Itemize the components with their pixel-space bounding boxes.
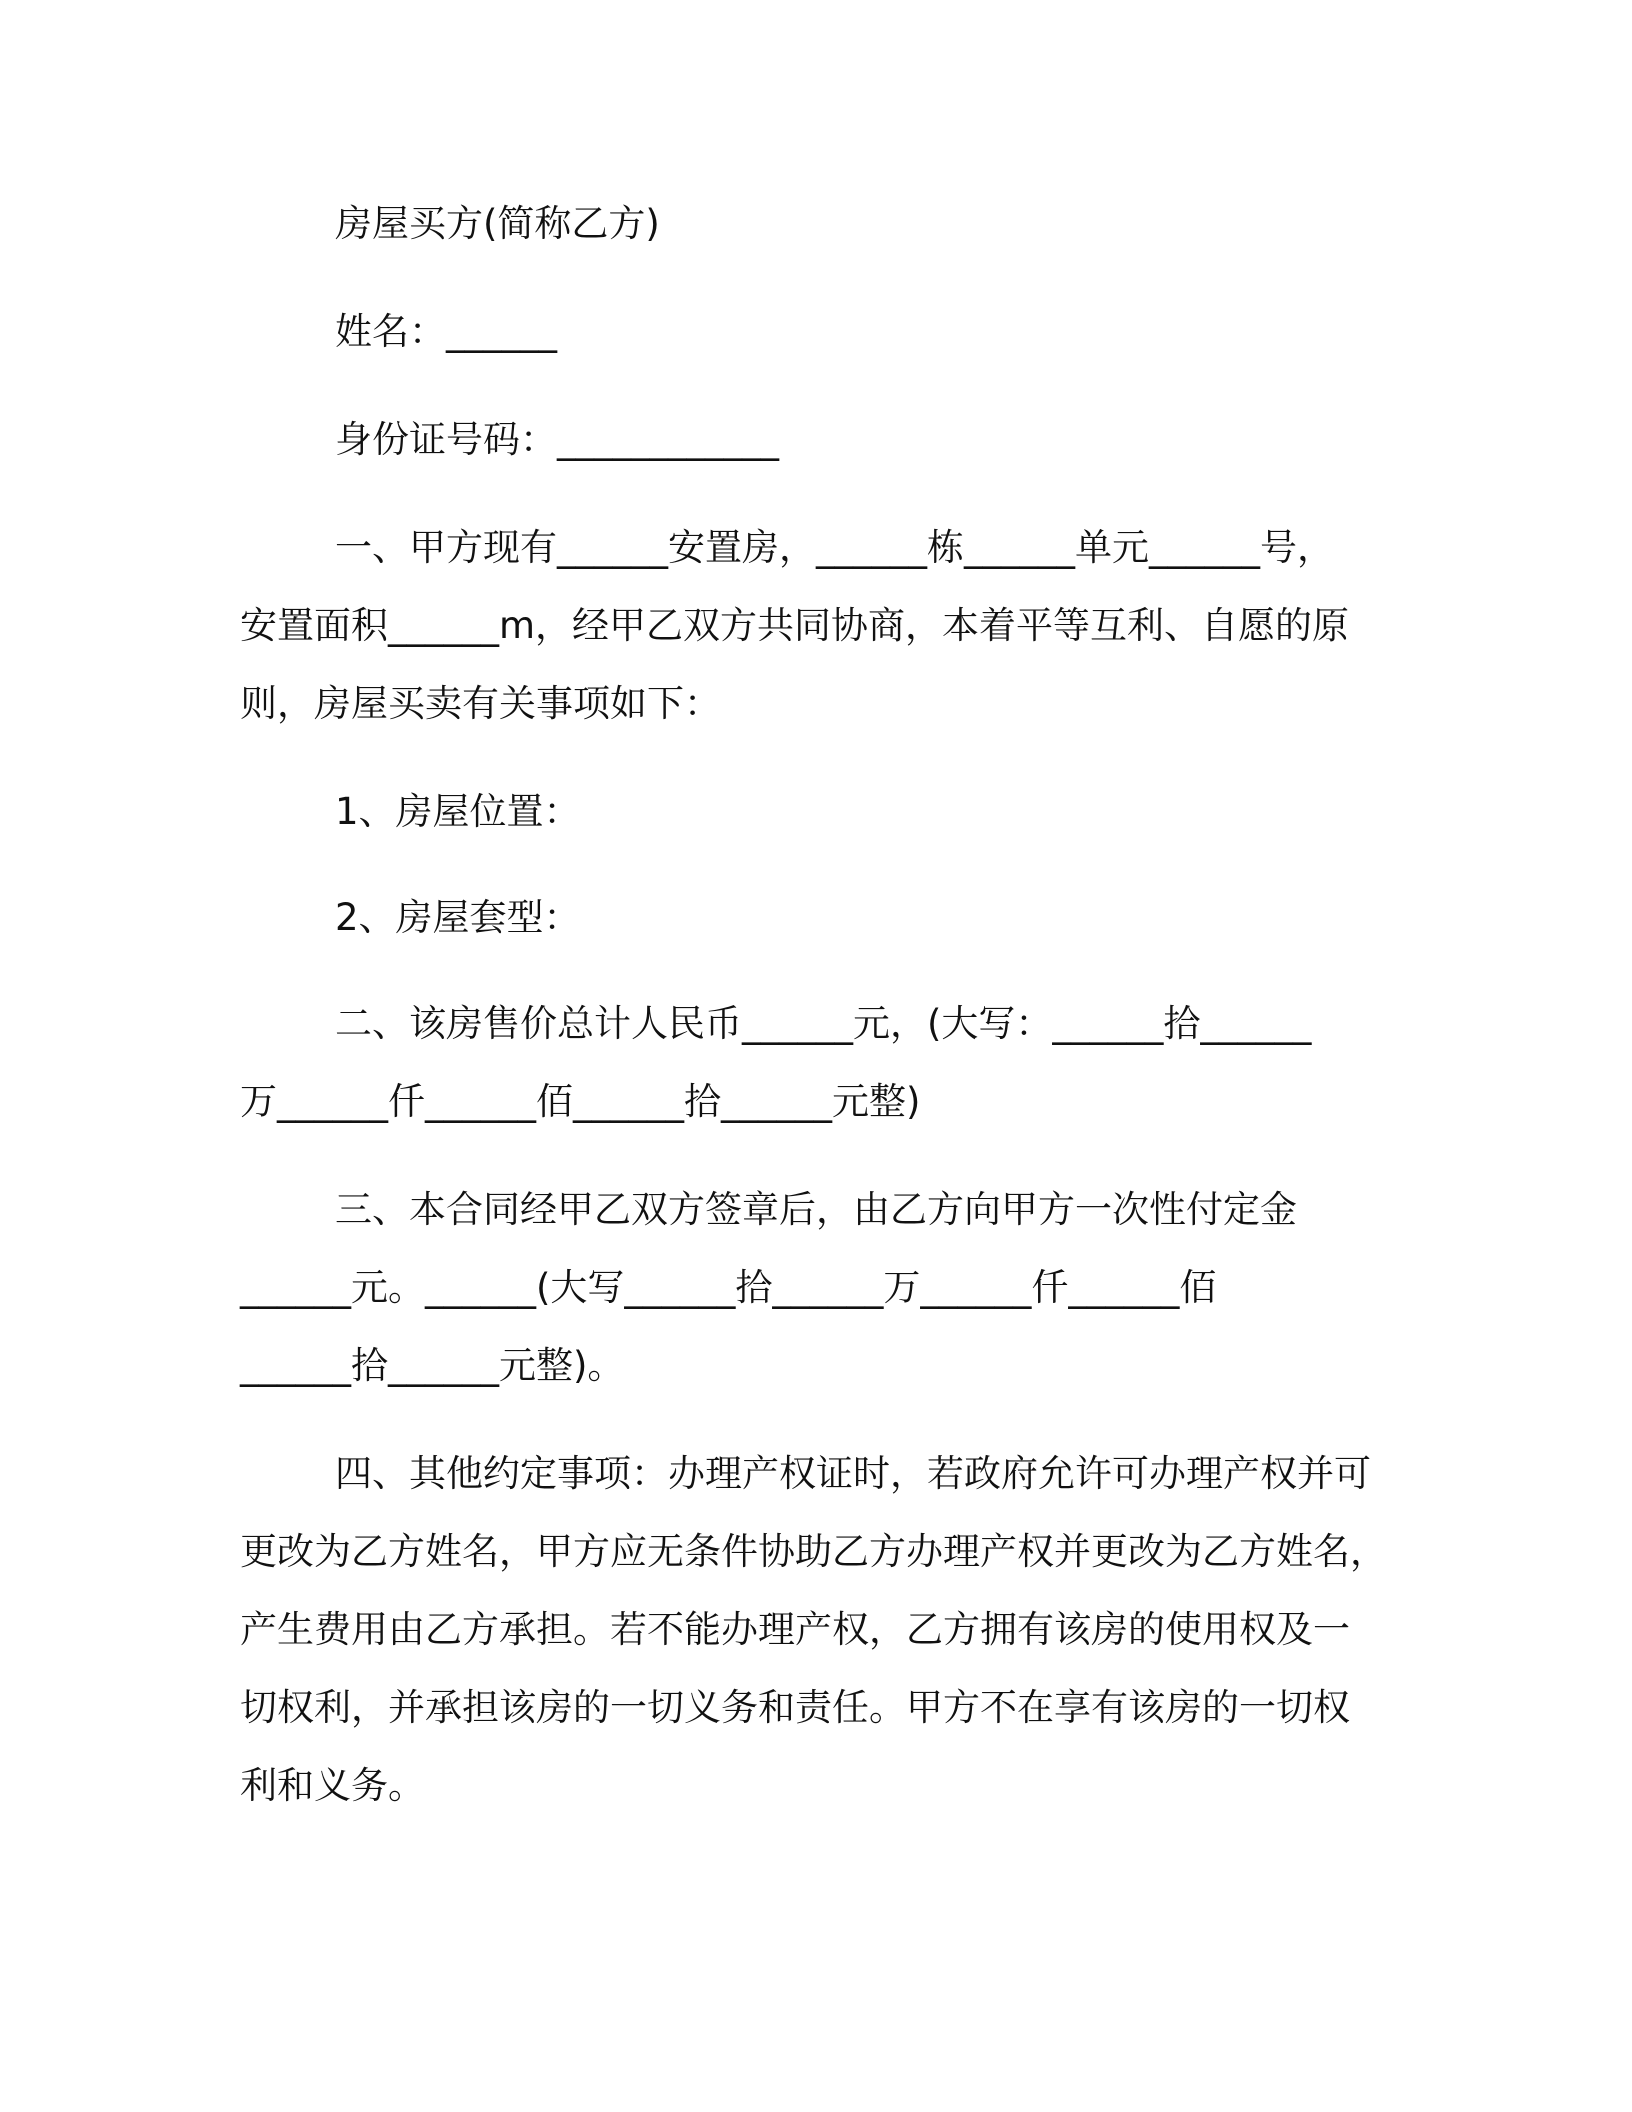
clause-3-line: ______拾______元整)。 — [240, 1344, 625, 1387]
item-house-type: 2、房屋套型： — [335, 896, 581, 939]
clause-1-line: 一、甲方现有______安置房，______栋______单元______号， — [335, 526, 1334, 569]
clause-2-line: 万______仟______佰______拾______元整) — [240, 1080, 921, 1123]
clause-4-line: 更改为乙方姓名，甲方应无条件协助乙方办理产权并更改为乙方姓名， — [240, 1530, 1387, 1573]
clause-3-line: ______元。______(大写______拾______万______仟______佰 — [240, 1266, 1217, 1309]
clause-3-line: 三、本合同经甲乙双方签章后，由乙方向甲方一次性付定金 — [335, 1188, 1297, 1231]
clause-2-line: 二、该房售价总计人民币______元，(大写：______拾______ — [335, 1002, 1312, 1045]
clause-1-line: 则，房屋买卖有关事项如下： — [240, 682, 721, 725]
clause-4-line: 产生费用由乙方承担。若不能办理产权，乙方拥有该房的使用权及一 — [240, 1608, 1350, 1651]
clause-1 — [240, 509, 1380, 743]
item-house-location: 1、房屋位置： — [335, 790, 581, 833]
name-line: 姓名：______ — [335, 310, 557, 353]
clause-4-line: 切权利，并承担该房的一切义务和责任。甲方不在享有该房的一切权 — [240, 1686, 1350, 1729]
clause-3 — [240, 1171, 1380, 1405]
clause-4-line: 四、其他约定事项：办理产权证时，若政府允许可办理产权并可 — [335, 1452, 1371, 1495]
document-body — [240, 185, 1387, 1825]
clause-1-line: 安置面积______m，经甲乙双方共同协商，本着平等互利、自愿的原 — [240, 604, 1350, 647]
clause-2 — [240, 985, 1380, 1141]
clause-4-line: 利和义务。 — [240, 1764, 425, 1807]
buyer-heading: 房屋买方(简称乙方) — [335, 202, 660, 245]
clause-4 — [240, 1435, 1387, 1825]
id-number-line: 身份证号码：____________ — [335, 418, 779, 461]
